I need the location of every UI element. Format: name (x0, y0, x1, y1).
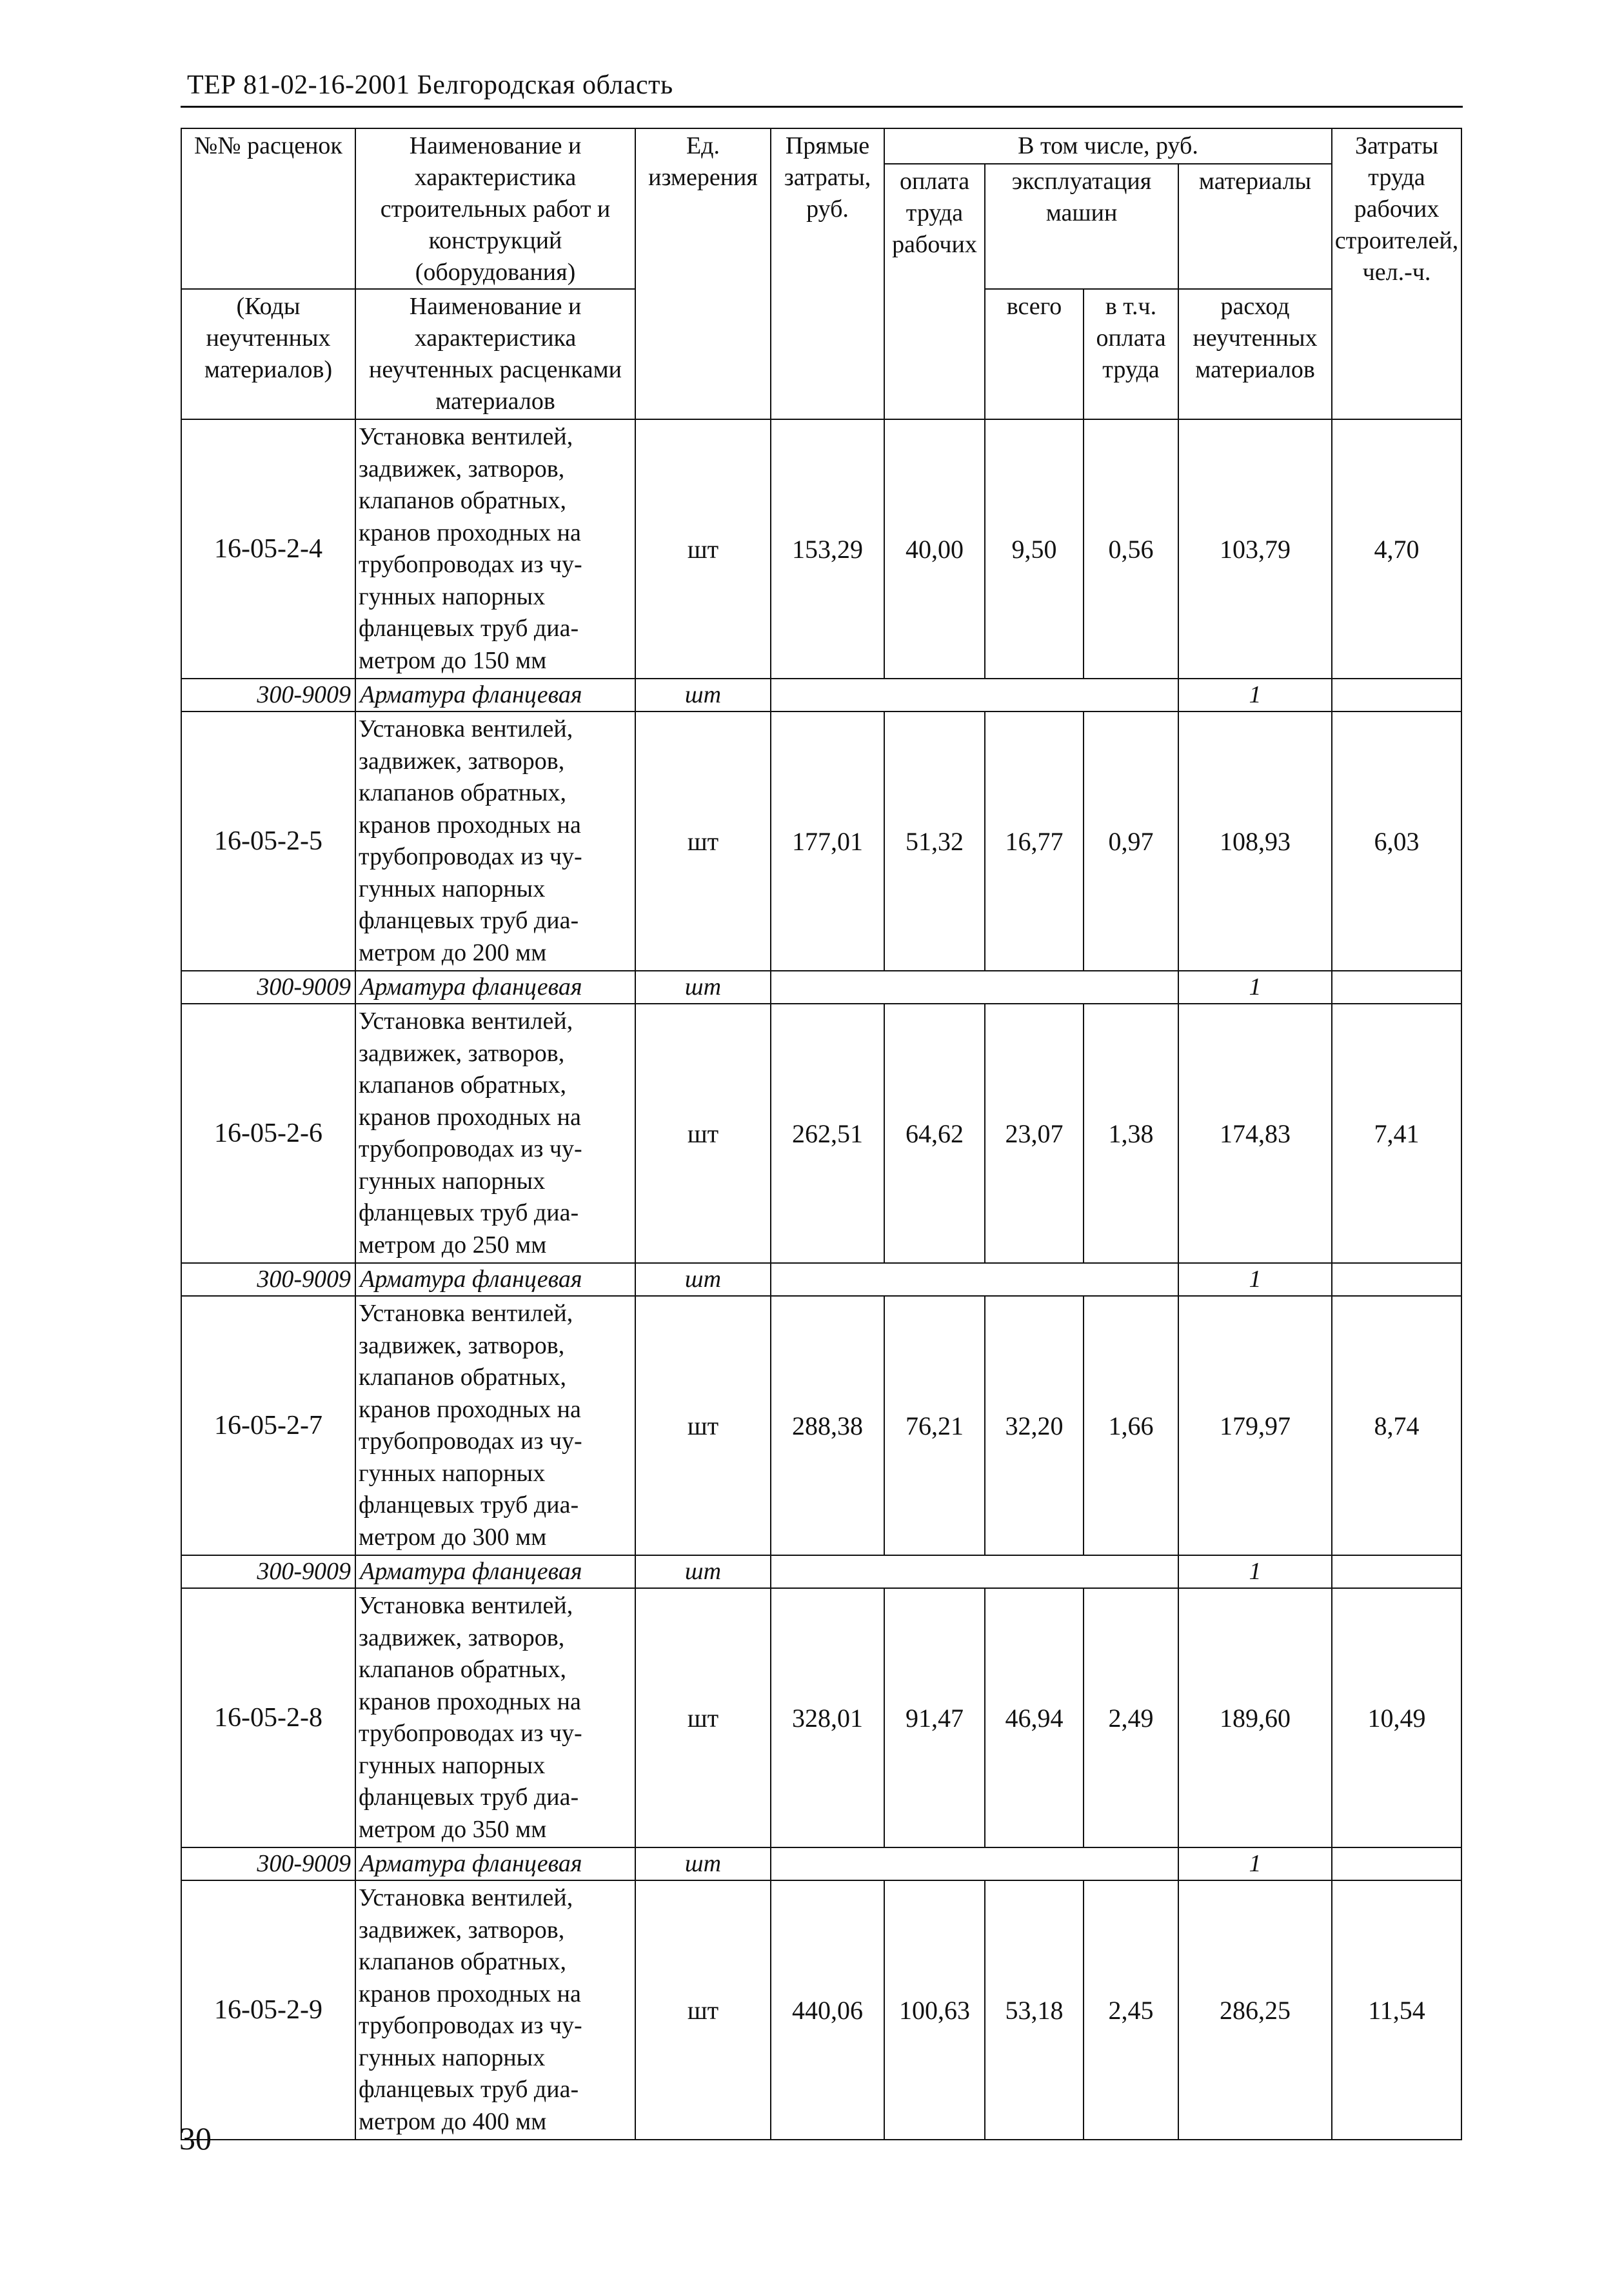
machines-pay-value: 1,66 (1084, 1296, 1178, 1555)
labor-pay-value: 76,21 (884, 1296, 985, 1555)
work-description (355, 1296, 635, 1555)
header-material-codes: (Коды неучтенных материалов) (181, 289, 355, 419)
work-description (355, 1588, 635, 1847)
material-code: 300-9009 (181, 679, 355, 712)
material-row (181, 971, 1461, 1004)
material-unit: шт (635, 1555, 771, 1588)
description-line: клапанов обратных, (359, 1948, 566, 1975)
material-name: Арматура фланцевая (355, 971, 635, 1004)
description-line: кранов проходных на (359, 1980, 581, 2007)
material-quantity: 1 (1178, 971, 1332, 1004)
table-header-row (181, 128, 1461, 164)
material-blank (771, 679, 1178, 712)
material-quantity: 1 (1178, 1555, 1332, 1588)
material-blank (771, 971, 1178, 1004)
header-machines: эксплуатация машин (985, 164, 1178, 289)
labor-pay-value: 64,62 (884, 1004, 985, 1263)
header-including: В том числе, руб. (884, 128, 1332, 164)
materials-value: 189,60 (1178, 1588, 1332, 1847)
machines-pay-value: 2,49 (1084, 1588, 1178, 1847)
description-line: Установка вентилей, (359, 1008, 573, 1035)
material-blank (1332, 971, 1461, 1004)
material-blank (771, 1847, 1178, 1880)
description-line: метром до 150 мм (359, 646, 547, 674)
description-line: задвижек, затворов, (359, 1624, 565, 1651)
header-machines-pay: в т.ч. оплата труда (1084, 289, 1178, 419)
direct-costs-value: 177,01 (771, 712, 884, 971)
description-line: клапанов обратных, (359, 1364, 566, 1391)
materials-value: 103,79 (1178, 419, 1332, 679)
header-labor-costs: Затраты труда рабочих строителей, чел.-ч. (1332, 128, 1461, 419)
description-line: кранов проходных на (359, 1103, 581, 1131)
work-description (355, 1004, 635, 1263)
materials-value: 179,97 (1178, 1296, 1332, 1555)
work-description (355, 419, 635, 679)
rate-code: 16-05-2-8 (181, 1588, 355, 1847)
table-row (181, 1004, 1461, 1263)
material-code: 300-9009 (181, 1847, 355, 1880)
table-row (181, 419, 1461, 679)
price-table (181, 128, 1462, 2140)
description-line: Установка вентилей, (359, 715, 573, 742)
material-code: 300-9009 (181, 1263, 355, 1296)
labor-hours-value: 7,41 (1332, 1004, 1461, 1263)
description-line: задвижек, затворов, (359, 1916, 565, 1944)
labor-hours-value: 10,49 (1332, 1588, 1461, 1847)
machines-total-value: 16,77 (985, 712, 1084, 971)
unit-value: шт (635, 712, 771, 971)
header-work-name: Наименование и характеристика строительных работ и конструкций (оборудования) (355, 128, 635, 289)
material-row (181, 1263, 1461, 1296)
material-code: 300-9009 (181, 971, 355, 1004)
unit-value: шт (635, 419, 771, 679)
material-code: 300-9009 (181, 1555, 355, 1588)
description-line: Установка вентилей, (359, 1592, 573, 1619)
material-blank (771, 1555, 1178, 1588)
description-line: фланцевых труб диа- (359, 1199, 579, 1226)
description-line: гунных напорных (359, 1459, 546, 1487)
material-blank (1332, 1263, 1461, 1296)
table-row (181, 1588, 1461, 1847)
labor-pay-value: 91,47 (884, 1588, 985, 1847)
work-description (355, 1880, 635, 2140)
material-blank (1332, 1555, 1461, 1588)
material-unit: шт (635, 971, 771, 1004)
material-name: Арматура фланцевая (355, 1847, 635, 1880)
rate-code: 16-05-2-4 (181, 419, 355, 679)
description-line: Установка вентилей, (359, 1884, 573, 1911)
header-labor-pay: оплата труда рабочих (884, 164, 985, 419)
material-quantity: 1 (1178, 679, 1332, 712)
machines-total-value: 46,94 (985, 1588, 1084, 1847)
description-line: метром до 200 мм (359, 939, 547, 966)
material-row (181, 1847, 1461, 1880)
description-line: гунных напорных (359, 2044, 546, 2071)
description-line: трубопроводах из чу- (359, 843, 582, 870)
material-blank (1332, 679, 1461, 712)
description-line: метром до 250 мм (359, 1231, 547, 1259)
table-row (181, 712, 1461, 971)
unit-value: шт (635, 1880, 771, 2140)
unit-value: шт (635, 1296, 771, 1555)
labor-hours-value: 6,03 (1332, 712, 1461, 971)
header-machines-total: всего (985, 289, 1084, 419)
description-line: фланцевых труб диа- (359, 1491, 579, 1518)
machines-pay-value: 0,56 (1084, 419, 1178, 679)
description-line: гунных напорных (359, 1751, 546, 1779)
material-name: Арматура фланцевая (355, 1555, 635, 1588)
description-line: фланцевых труб диа- (359, 1784, 579, 1811)
rate-code: 16-05-2-5 (181, 712, 355, 971)
work-description (355, 712, 635, 971)
labor-pay-value: 40,00 (884, 419, 985, 679)
labor-hours-value: 4,70 (1332, 419, 1461, 679)
machines-total-value: 23,07 (985, 1004, 1084, 1263)
description-line: фланцевых труб диа- (359, 907, 579, 934)
direct-costs-value: 440,06 (771, 1880, 884, 2140)
materials-value: 174,83 (1178, 1004, 1332, 1263)
description-line: задвижек, затворов, (359, 747, 565, 775)
machines-total-value: 9,50 (985, 419, 1084, 679)
table-row (181, 1296, 1461, 1555)
unit-value: шт (635, 1588, 771, 1847)
labor-hours-value: 8,74 (1332, 1296, 1461, 1555)
labor-pay-value: 51,32 (884, 712, 985, 971)
header-consumption: расход неучтенных материалов (1178, 289, 1332, 419)
description-line: кранов проходных на (359, 1395, 581, 1423)
description-line: задвижек, затворов, (359, 1039, 565, 1067)
material-unit: шт (635, 679, 771, 712)
description-line: трубопроводах из чу- (359, 2012, 582, 2039)
direct-costs-value: 328,01 (771, 1588, 884, 1847)
description-line: метром до 400 мм (359, 2107, 547, 2135)
description-line: фланцевых труб диа- (359, 615, 579, 642)
header-materials: материалы (1178, 164, 1332, 289)
unit-value: шт (635, 1004, 771, 1263)
rate-code: 16-05-2-9 (181, 1880, 355, 2140)
material-quantity: 1 (1178, 1263, 1332, 1296)
material-blank (1332, 1847, 1461, 1880)
description-line: трубопроводах из чу- (359, 551, 582, 578)
header-unit: Ед. измерения (635, 128, 771, 419)
header-rate-number: №№ расценок (181, 128, 355, 289)
page-number: 30 (179, 2120, 212, 2156)
machines-pay-value: 1,38 (1084, 1004, 1178, 1263)
description-line: метром до 300 мм (359, 1523, 547, 1551)
description-line: гунных напорных (359, 1167, 546, 1195)
material-quantity: 1 (1178, 1847, 1332, 1880)
material-row (181, 1555, 1461, 1588)
description-line: трубопроводах из чу- (359, 1428, 582, 1455)
rate-code: 16-05-2-6 (181, 1004, 355, 1263)
description-line: гунных напорных (359, 582, 546, 610)
material-blank (771, 1263, 1178, 1296)
direct-costs-value: 153,29 (771, 419, 884, 679)
material-name: Арматура фланцевая (355, 679, 635, 712)
description-line: Установка вентилей, (359, 423, 573, 450)
header-unaccounted-name: Наименование и характеристика неучтенных расценками материалов (355, 289, 635, 419)
header-direct-costs: Прямые затраты, руб. (771, 128, 884, 419)
material-unit: шт (635, 1263, 771, 1296)
description-line: кранов проходных на (359, 1687, 581, 1715)
description-line: трубопроводах из чу- (359, 1720, 582, 1747)
machines-pay-value: 0,97 (1084, 712, 1178, 971)
description-line: кранов проходных на (359, 519, 581, 546)
rate-code: 16-05-2-7 (181, 1296, 355, 1555)
direct-costs-value: 262,51 (771, 1004, 884, 1263)
description-line: Установка вентилей, (359, 1300, 573, 1327)
materials-value: 286,25 (1178, 1880, 1332, 2140)
description-line: клапанов обратных, (359, 779, 566, 806)
machines-pay-value: 2,45 (1084, 1880, 1178, 2140)
description-line: фланцевых труб диа- (359, 2076, 579, 2103)
machines-total-value: 32,20 (985, 1296, 1084, 1555)
direct-costs-value: 288,38 (771, 1296, 884, 1555)
header-rule (181, 106, 1463, 108)
material-name: Арматура фланцевая (355, 1263, 635, 1296)
description-line: задвижек, затворов, (359, 455, 565, 483)
description-line: клапанов обратных, (359, 487, 566, 514)
material-unit: шт (635, 1847, 771, 1880)
labor-pay-value: 100,63 (884, 1880, 985, 2140)
description-line: трубопроводах из чу- (359, 1135, 582, 1162)
table-row (181, 1880, 1461, 2140)
description-line: клапанов обратных, (359, 1071, 566, 1099)
material-row (181, 679, 1461, 712)
labor-hours-value: 11,54 (1332, 1880, 1461, 2140)
description-line: задвижек, затворов, (359, 1331, 565, 1359)
description-line: кранов проходных на (359, 811, 581, 839)
materials-value: 108,93 (1178, 712, 1332, 971)
description-line: метром до 350 мм (359, 1815, 547, 1843)
description-line: клапанов обратных, (359, 1656, 566, 1683)
document-header-title: ТЕР 81-02-16-2001 Белгородская область (187, 70, 673, 100)
description-line: гунных напорных (359, 875, 546, 902)
machines-total-value: 53,18 (985, 1880, 1084, 2140)
